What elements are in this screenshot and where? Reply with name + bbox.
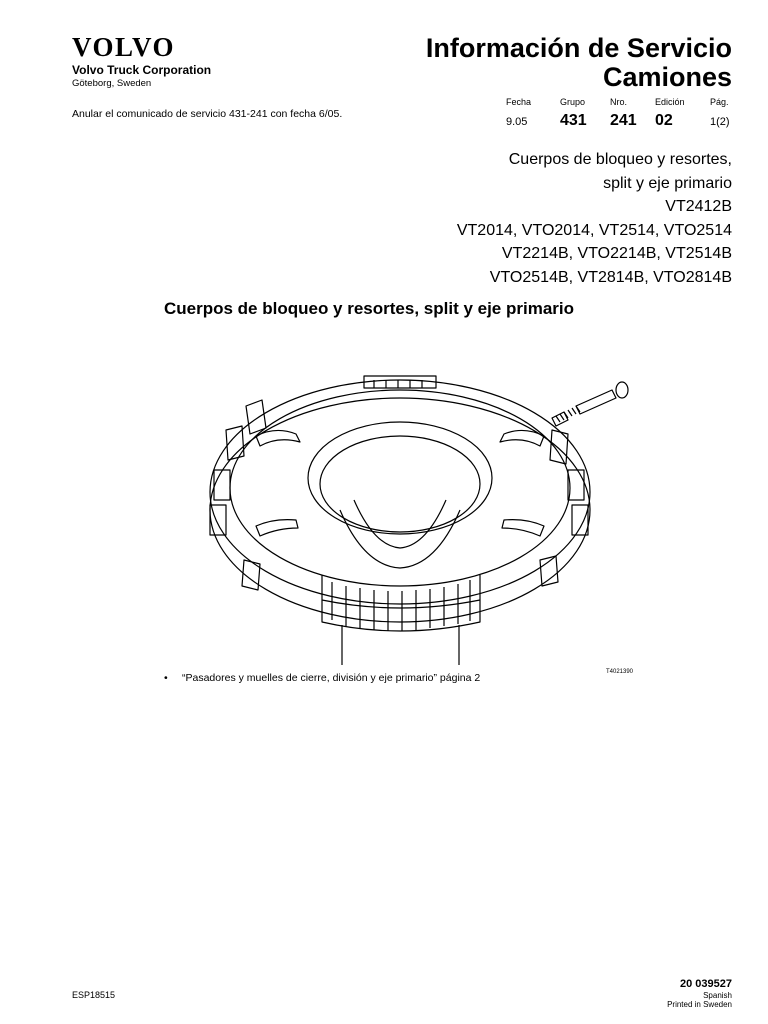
subject-line: VT2412B: [665, 198, 732, 216]
reference-link-text[interactable]: “Pasadores y muelles de cierre, división y eje primario” página 2: [182, 672, 481, 684]
pin-and-spring: [552, 382, 628, 426]
edicion-label: Edición: [655, 97, 685, 107]
document-code: ESP18515: [72, 990, 116, 1000]
subject-line: split y eje primario: [603, 174, 732, 192]
nro-value: 241: [610, 112, 637, 129]
pag-value: 1(2): [710, 116, 730, 128]
company-name: Volvo Truck Corporation: [72, 63, 212, 77]
fecha-value: 9.05: [506, 116, 528, 128]
section-heading: Cuerpos de bloqueo y resortes, split y eje primario: [164, 299, 575, 318]
cancellation-notice: Anular el comunicado de servicio 431-241 con fecha 6/05.: [72, 108, 343, 120]
title-line-2: Camiones: [602, 62, 732, 92]
nro-label: Nro.: [610, 97, 628, 107]
edicion-value: 02: [655, 112, 673, 129]
subject-line: VT2014, VTO2014, VT2514, VTO2514: [456, 221, 732, 239]
document-number: 20 039527: [680, 978, 732, 990]
synchro-hub-illustration: [164, 360, 639, 670]
locking-slots: [256, 430, 544, 536]
document-title: [426, 34, 732, 92]
document-language: Spanish: [703, 991, 732, 1000]
subject-line: Cuerpos de bloqueo y resortes,: [508, 151, 732, 168]
subject-line: VT2214B, VTO2214B, VT2514B: [501, 245, 732, 263]
inner-bore: [308, 422, 492, 568]
lower-gear-teeth: [322, 575, 480, 631]
company-location: Göteborg, Sweden: [72, 78, 152, 89]
fecha-label: Fecha: [506, 97, 532, 107]
grupo-label: Grupo: [560, 97, 586, 107]
subject-block: [457, 148, 732, 290]
title-line-1: Información de Servicio: [425, 33, 732, 63]
pag-label: Pág.: [710, 97, 729, 107]
figure-code: T4021390: [606, 669, 634, 675]
bullet-icon: •: [164, 672, 168, 684]
volvo-logo: VOLVO: [72, 32, 175, 62]
rim-teeth: [210, 376, 588, 590]
outer-ring: [210, 380, 590, 622]
printed-location: Printed in Sweden: [667, 1000, 732, 1009]
subject-line: VTO2514B, VT2814B, VTO2814B: [489, 268, 732, 286]
grupo-value: 431: [560, 112, 587, 129]
reference-list-item: [164, 672, 480, 684]
